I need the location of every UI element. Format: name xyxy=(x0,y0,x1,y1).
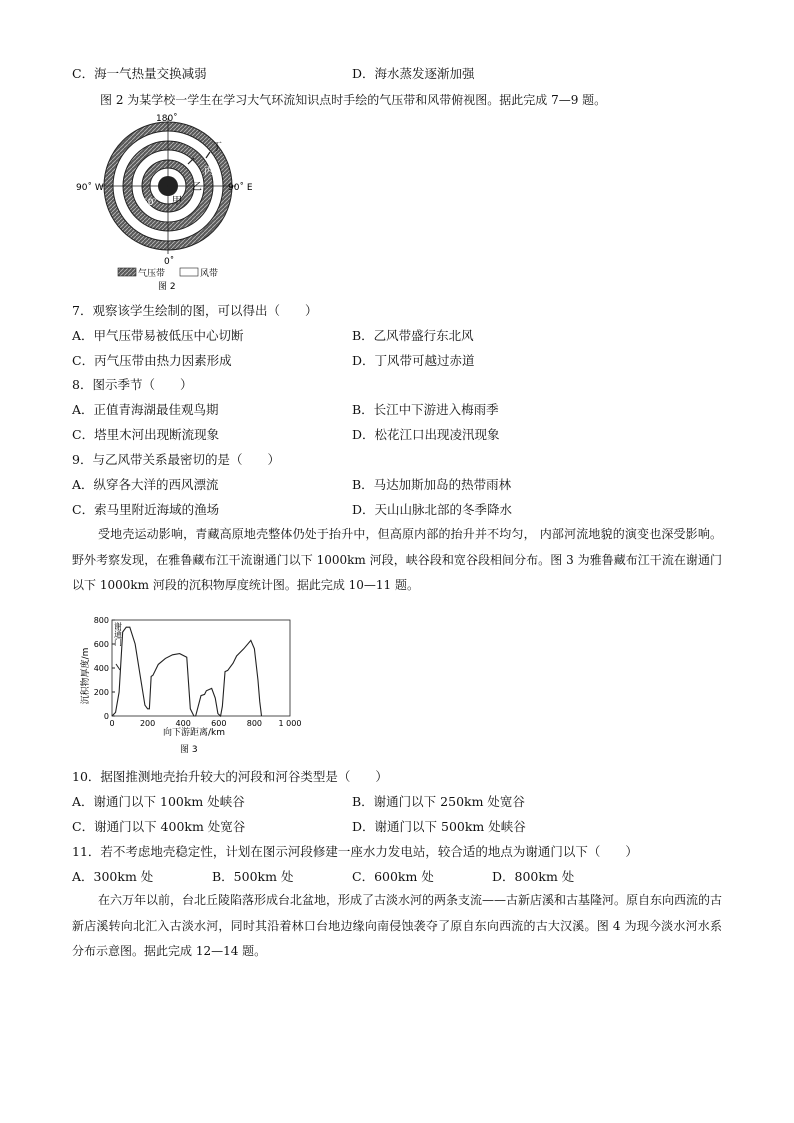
option-d-prev: D．海水蒸发逐渐加强 xyxy=(352,66,475,81)
q11-option-c: C．600km 处 xyxy=(352,869,434,884)
pressure-wind-diagram xyxy=(100,118,236,254)
figure-3 xyxy=(76,604,306,756)
y-tick-label: 400 xyxy=(93,664,109,673)
q10-stem: 10．据图推测地壳抬升较大的河段和河谷类型是（ ） xyxy=(72,769,388,784)
q7-option-d: D．丁风带可越过赤道 xyxy=(352,353,475,368)
x-tick-label: 400 xyxy=(175,719,191,728)
y-tick-label: 0 xyxy=(103,712,109,721)
x-tick-label: 0 xyxy=(109,719,115,728)
q11-stem: 11．若不考虑地壳稳定性，计划在图示河段修建一座水力发电站，较合适的地点为谢通门以下（ ） xyxy=(72,844,638,859)
option-c-prev: C．海一气热量交换减弱 xyxy=(72,66,207,81)
chart-caption: 图 3 xyxy=(180,745,198,755)
q7-option-c: C．丙气压带由热力因素形成 xyxy=(72,353,232,368)
x-tick-label: 1 000 xyxy=(278,719,302,728)
chart-annotation: 谢通门 xyxy=(113,622,123,646)
q10-option-c: C．谢通门以下 400km 处宽谷 xyxy=(72,819,246,834)
q7-option-a: A．甲气压带易被低压中心切断 xyxy=(72,328,244,343)
label-ding: 丁 xyxy=(212,142,222,153)
label-90w: 90˚ W xyxy=(76,183,104,193)
q10-option-b: B．谢通门以下 250km 处宽谷 xyxy=(352,794,525,809)
q11-option-b: B．500km 处 xyxy=(212,869,294,884)
q11-option-a: A．300km 处 xyxy=(72,869,154,884)
y-tick-label: 600 xyxy=(93,640,109,649)
q8-option-d: D．松花江口出现凌汛现象 xyxy=(352,427,500,442)
q9-option-c: C．索马里附近海域的渔场 xyxy=(72,502,220,517)
sediment-thickness-line xyxy=(112,627,262,716)
q10-option-a: A．谢通门以下 100km 处峡谷 xyxy=(72,794,245,809)
chart-ylabel: 沉积物厚度/m xyxy=(81,647,91,705)
label-180: 180˚ xyxy=(156,114,178,124)
label-bing: 丙 xyxy=(204,166,214,177)
legend-pressure: 气压带 xyxy=(138,269,166,279)
paragraph-fig3: 受地壳运动影响，青藏高原地壳整体仍处于抬升中，但高原内部的抬升并不均匀， 内部河流地貌的演变也深受影响。野外考察发现，在雅鲁藏布江干流谢通门以下 1000km 河段，峡谷段和宽谷段相间分布。图 3 为雅鲁藏布江干流在谢通门以下 1000km 河段的沉积物厚度统计图。据此完成 10—11 题。 xyxy=(72,527,722,592)
q9-stem: 9．与乙风带关系最密切的是（ ） xyxy=(72,452,280,467)
label-yi: 乙 xyxy=(192,182,202,193)
chart-xlabel: 向下游距离/km xyxy=(163,728,226,738)
y-tick-label: 200 xyxy=(93,688,109,697)
label-60: 60˚ xyxy=(142,198,158,208)
fig2-caption: 图 2 xyxy=(158,282,176,292)
q8-option-b: B．长江中下游进入梅雨季 xyxy=(352,402,499,417)
annotation-pointer xyxy=(116,664,120,670)
q11-option-d: D．800km 处 xyxy=(492,869,575,884)
q9-option-a: A．纵穿各大洋的西风漂流 xyxy=(72,477,219,492)
x-tick-label: 200 xyxy=(139,719,156,728)
x-tick-label: 800 xyxy=(246,719,263,728)
figure-2 xyxy=(76,112,256,292)
q8-option-c: C．塔里木河出现断流现象 xyxy=(72,427,220,442)
q10-option-d: D．谢通门以下 500km 处峡谷 xyxy=(352,819,526,834)
q8-stem: 8．图示季节（ ） xyxy=(72,377,193,392)
q7-stem: 7．观察该学生绘制的图，可以得出（ ） xyxy=(72,303,318,318)
legend-wind: 风带 xyxy=(200,269,219,279)
q7-option-b: B．乙风带盛行东北风 xyxy=(352,328,474,343)
label-jia: 甲 xyxy=(172,196,182,207)
x-tick-label: 600 xyxy=(211,719,227,728)
q9-option-b: B．马达加斯加岛的热带雨林 xyxy=(352,477,512,492)
y-tick-label: 800 xyxy=(93,616,109,625)
q9-option-d: D．天山山脉北部的冬季降水 xyxy=(352,502,513,517)
label-0: 0˚ xyxy=(164,257,175,267)
paragraph-fig4: 在六万年以前，台北丘陵陷落形成台北盆地，形成了古淡水河的两条支流——古新店溪和古基隆河。原自东向西流的古新店溪转向北汇入古淡水河，同时其沿着林口台地边缘向南侵蚀袭夺了原自东向西流的古大汉溪。图 4 为现今淡水河水系分布示意图。据此完成 12—14 题。 xyxy=(72,893,723,958)
label-90e: 90˚ E xyxy=(228,183,253,193)
q8-option-a: A．正值青海湖最佳观鸟期 xyxy=(72,402,219,417)
intro-fig2: 图 2 为某学校一学生在学习大气环流知识点时手绘的气压带和风带俯视图。据此完成 7—9 题。 xyxy=(100,93,607,107)
